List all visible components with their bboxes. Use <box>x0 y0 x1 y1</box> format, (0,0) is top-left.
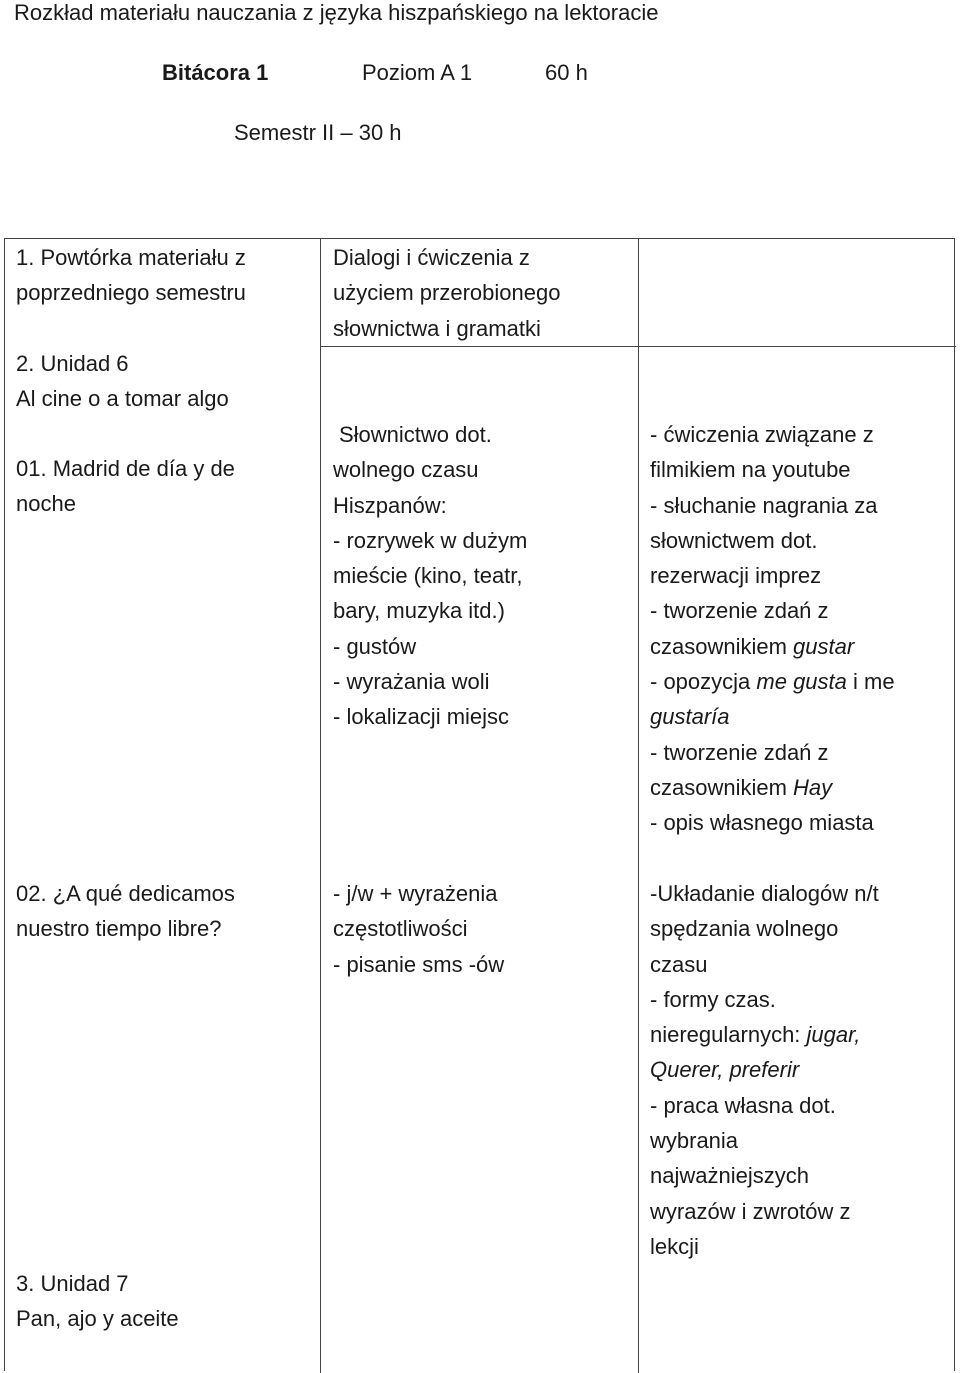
column-divider-2 <box>638 238 639 1373</box>
vocab-line-7: - gustów <box>333 633 417 659</box>
activity-a-line-4: słownictwem dot. <box>650 527 818 553</box>
activity-b-line-5-text: nieregularnych: <box>650 1022 807 1048</box>
activity-a-line-11-text: czasownikiem <box>650 774 794 800</box>
activities-block-1 <box>650 417 895 841</box>
topic-item-1-line-2: poprzedniego semestru <box>16 280 246 306</box>
vocab-line-4: - rozrywek w dużym <box>333 527 528 553</box>
activity-b-line-6-italic: Querer, preferir <box>650 1057 800 1083</box>
activity-b-line-6 <box>650 1052 879 1087</box>
document-title: Rozkład materiału nauczania z języka hiszpańskiego na lektoracie <box>14 0 659 25</box>
activity-a-line-9 <box>650 699 895 734</box>
activity-b-line-4: - formy czas. <box>650 986 776 1012</box>
activity-b-line-1: -Układanie dialogów n/t <box>650 881 879 906</box>
course-name: Bitácora 1 <box>162 60 269 85</box>
activity-b-line-2: spędzania wolnego <box>650 916 839 942</box>
vocab-line-9: - lokalizacji miejsc <box>333 704 510 730</box>
activity-a-line-8 <box>650 664 895 699</box>
topics-column-part-3 <box>16 1266 179 1337</box>
course-hours: 60 h <box>545 60 588 85</box>
activity-a-line-11-italic: Hay <box>793 774 833 800</box>
activity-b-line-5 <box>650 1017 879 1052</box>
activity-b-line-3: czasu <box>650 951 708 977</box>
activity-a-line-8-italic: me gusta <box>756 669 847 695</box>
topics-column <box>16 240 246 522</box>
activity-a-line-9-italic: gustaría <box>650 704 730 730</box>
activity-a-line-12: - opis własnego miasta <box>650 810 874 836</box>
activity-b-line-8: wybrania <box>650 1128 739 1154</box>
activity-a-line-5: rezerwacji imprez <box>650 563 822 589</box>
activity-a-line-11 <box>650 770 895 805</box>
vocab-line-5: mieście (kino, teatr, <box>333 563 523 589</box>
activity-a-line-7-italic: gustar <box>793 633 855 659</box>
topic-item-2-line-2: Al cine o a tomar algo <box>16 385 229 411</box>
activity-a-line-7-text: czasownikiem <box>650 633 794 659</box>
content-intro-line-3: słownictwa i gramatki <box>333 315 541 341</box>
content-frequency <box>333 876 504 982</box>
activity-a-line-1: - ćwiczenia związane z <box>650 422 874 447</box>
activity-a-line-6: - tworzenie zdań z <box>650 598 829 624</box>
vocab-line-3: Hiszpanów: <box>333 492 447 518</box>
activities-block-2 <box>650 876 879 1264</box>
activity-b-line-11: lekcji <box>650 1233 699 1259</box>
freq-line-2: częstotliwości <box>333 916 468 942</box>
activity-b-line-10: wyrazów i zwrotów z <box>650 1198 851 1224</box>
course-level: Poziom A 1 <box>362 60 473 85</box>
topic-item-1-line-1: 1. Powtórka materiału z <box>16 245 246 270</box>
row-divider <box>320 346 956 347</box>
freq-line-1: - j/w + wyrażenia <box>333 881 498 906</box>
activity-a-line-8-text-2: i me <box>846 669 895 695</box>
content-vocabulary <box>333 417 527 735</box>
semester-info: Semestr II – 30 h <box>234 120 402 145</box>
content-intro <box>333 240 560 346</box>
activity-a-line-8-text-1: - opozycja <box>650 669 757 695</box>
vocab-line-2: wolnego czasu <box>333 457 479 483</box>
content-intro-line-2: użyciem przerobionego <box>333 280 561 306</box>
topic-item-5-line-1: 3. Unidad 7 <box>16 1271 129 1296</box>
vocab-line-6: bary, muzyka itd.) <box>333 598 505 624</box>
topic-item-5-line-2: Pan, ajo y aceite <box>16 1306 179 1332</box>
activity-a-line-10: - tworzenie zdań z <box>650 739 829 765</box>
activity-a-line-7 <box>650 629 895 664</box>
topic-item-4-line-2: nuestro tiempo libre? <box>16 916 222 942</box>
topic-item-4-line-1: 02. ¿A qué dedicamos <box>16 881 235 906</box>
topics-column-part-2 <box>16 876 235 947</box>
activity-b-line-9: najważniejszych <box>650 1163 809 1189</box>
vocab-line-8: - wyrażania woli <box>333 669 490 695</box>
column-divider-1 <box>320 238 321 1373</box>
freq-line-3: - pisanie sms -ów <box>333 951 505 977</box>
activity-a-line-3: - słuchanie nagrania za <box>650 492 878 518</box>
topic-item-2-line-1: 2. Unidad 6 <box>16 350 129 376</box>
content-intro-line-1: Dialogi i ćwiczenia z <box>333 245 530 270</box>
vocab-line-1: Słownictwo dot. <box>339 422 492 447</box>
activity-a-line-2: filmikiem na youtube <box>650 457 851 483</box>
topic-item-3-line-2: noche <box>16 491 76 517</box>
topic-item-3-line-1: 01. Madrid de día y de <box>16 456 235 482</box>
activity-b-line-7: - praca własna dot. <box>650 1092 836 1118</box>
activity-b-line-5-italic: jugar, <box>806 1022 861 1048</box>
